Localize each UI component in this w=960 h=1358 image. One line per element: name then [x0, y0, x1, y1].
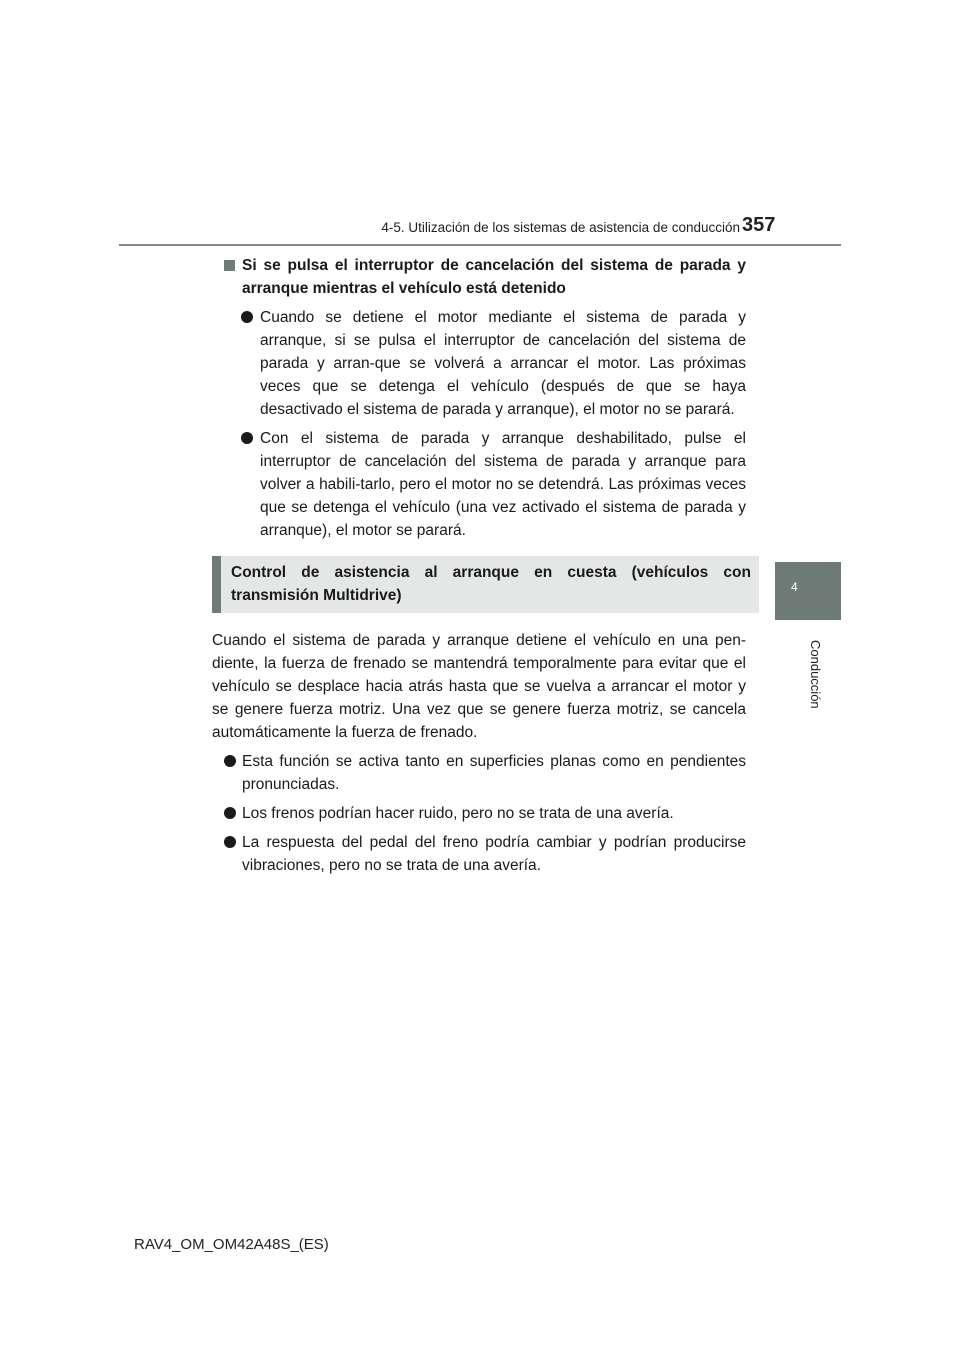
- bullet-dot-icon: [224, 836, 236, 848]
- body-paragraph: Cuando el sistema de parada y arranque detiene el vehículo en una pen-diente, la fuerza de frenado se mantendrá temporalmente para evitar que el vehículo se desplace hacia atrás hasta que se vuelva a arrancar el motor y se genere fuerza motriz. Una vez que se genere fuerza motriz, se cancela automáticamente la fuerza de frenado.: [212, 632, 746, 741]
- list-item: [212, 831, 746, 877]
- list-item-text: Con el sistema de parada y arranque deshabilitado, pulse el interruptor de cancelación del sistema de parada y arranque para volver a habili-tarlo, pero el motor no se detendrá. Las próximas veces que se detenga el vehículo (una vez activado el sistema de parada y arranque), el motor se parará.: [260, 430, 746, 539]
- page-number: 357: [742, 214, 776, 236]
- chapter-number: 4: [791, 580, 798, 594]
- bullet-dot-icon: [224, 807, 236, 819]
- section-heading: Control de asistencia al arranque en cuesta (vehículos con transmisión Multidrive): [212, 556, 759, 613]
- bullet-dot-icon: [241, 311, 253, 323]
- list-item-text: Cuando se detiene el motor mediante el sistema de parada y arranque, si se pulsa el interruptor de cancelación del sistema de parada y arran-que se volverá a arrancar el motor. Las próximas veces que se detenga el vehículo (después de que se haya desactivado el sistema de parada y arranque), el motor no se parará.: [260, 309, 746, 418]
- subheading-text: Si se pulsa el interruptor de cancelación del sistema de parada y arranque mientras el vehículo está detenido: [242, 257, 746, 297]
- square-bullet-icon: [224, 260, 235, 271]
- list-item-text: Los frenos podrían hacer ruido, pero no se trata de una avería.: [242, 805, 674, 822]
- list-item: [212, 427, 746, 542]
- page-content: [212, 254, 751, 877]
- bullet-dot-icon: [241, 432, 253, 444]
- list-item-text: Esta función se activa tanto en superficies planas como en pendientes pronunciadas.: [242, 753, 746, 793]
- chapter-label: Conducción: [808, 640, 823, 709]
- header-divider: [119, 244, 841, 246]
- list-item-text: La respuesta del pedal del freno podría cambiar y podrían producirse vibraciones, pero no se trata de una avería.: [242, 834, 746, 874]
- bullet-dot-icon: [224, 755, 236, 767]
- header-section-title: 4-5. Utilización de los sistemas de asistencia de conducción: [381, 220, 740, 235]
- document-code: RAV4_OM_OM42A48S_(ES): [134, 1236, 329, 1253]
- list-item: [212, 306, 746, 421]
- subheading: [212, 254, 746, 300]
- list-item: [212, 802, 746, 825]
- list-item: [212, 750, 746, 796]
- bullet-list: [212, 750, 746, 877]
- chapter-tab: [775, 562, 841, 620]
